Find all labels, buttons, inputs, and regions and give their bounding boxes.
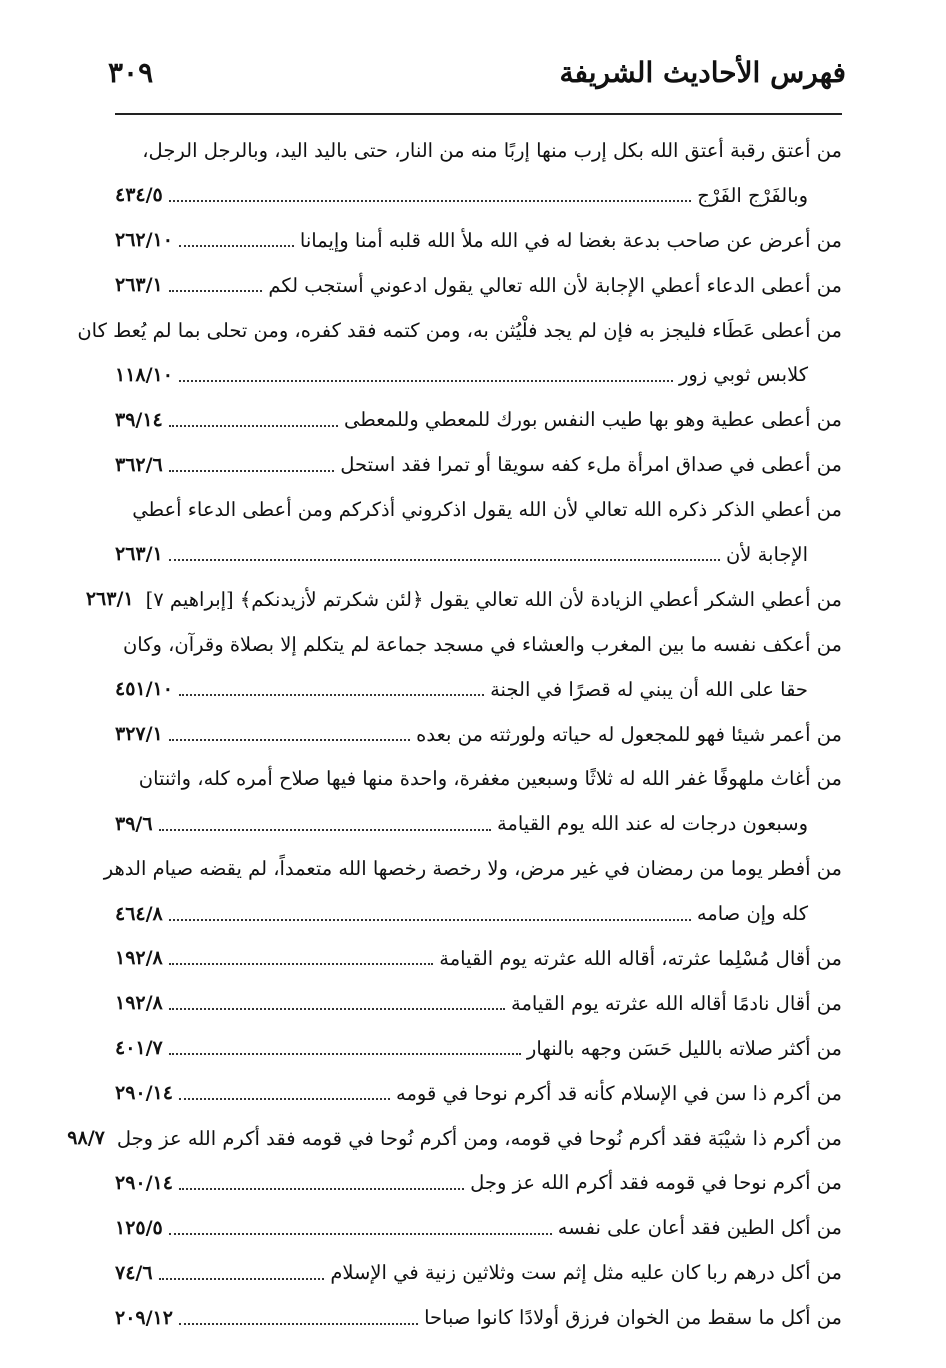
index-entry (115, 442, 842, 487)
volume-page-reference: ٢٦٣/١ (115, 543, 163, 566)
hadith-text: من أكل درهم ربا كان عليه مثل إثم ست وثلاثين زنية في الإسلام (330, 1261, 842, 1285)
dot-leader (169, 559, 720, 561)
volume-page-reference: ٤٠١/٧ (115, 1037, 163, 1060)
index-entry-continuation (115, 352, 842, 397)
index-entry (115, 1205, 842, 1250)
index-entry (67, 1116, 842, 1161)
dot-leader (169, 739, 410, 741)
volume-page-reference: ٢٩٠/١٤ (115, 1082, 173, 1105)
dot-leader (169, 425, 338, 427)
dot-leader (169, 1233, 552, 1235)
hadith-text: من أعطى الدعاء أعطي الإجابة لأن الله تعالي يقول ادعوني أستجب لكم (268, 273, 842, 297)
hadith-text: وبالفَرْج الفَرْج (697, 183, 808, 207)
hadith-text: من أعكف نفسه ما بين المغرب والعشاء في مسجد جماعة لم يتكلم إلا بصلاة وقرآن، وكان (122, 632, 842, 656)
volume-page-reference: ٢٦٣/١ (115, 274, 163, 297)
hadith-index-list (67, 128, 842, 1340)
dot-leader (169, 200, 692, 202)
hadith-text: من أعطى عَطَاء فليجز به فإن لم يجد فلْيُثن به، ومن كتمه فقد كفره، ومن تحلى بما لم يُعط كان (77, 318, 842, 342)
volume-page-reference: ٣٢٧/١ (115, 723, 163, 746)
hadith-text: حقا على الله أن يبني له قصرًا في الجنة (490, 677, 808, 701)
index-entry-continuation (115, 891, 842, 936)
hadith-text: وسبعون درجات له عند الله يوم القيامة (496, 812, 808, 836)
volume-page-reference: ٢٦٢/١٠ (115, 229, 173, 252)
volume-page-reference: ٣٩/٦ (115, 812, 153, 835)
volume-page-reference: ١١٨/١٠ (115, 363, 173, 386)
dot-leader (169, 470, 335, 472)
volume-page-reference: ٢٦٣/١ (85, 588, 134, 611)
index-entry (115, 756, 842, 801)
hadith-text: من أكثر صلاته بالليل حَسَن وجهه بالنهار (526, 1036, 842, 1060)
index-entry (115, 397, 842, 442)
volume-page-reference: ٣٩/١٤ (115, 408, 163, 431)
dot-leader (169, 1053, 521, 1055)
index-entry (115, 1160, 842, 1205)
page-number: ٣٠٩ (108, 56, 154, 89)
index-entry (77, 308, 842, 353)
dot-leader (179, 245, 294, 247)
hadith-text: من أقال نادمًا أقاله الله عثرته يوم القيامة (511, 991, 842, 1015)
dot-leader (159, 1278, 325, 1280)
index-entry-continuation (115, 801, 842, 846)
dot-leader (169, 963, 434, 965)
hadith-text: من أعرض عن صاحب بدعة بغضا له في الله ملأ الله قلبه أمنا وإيمانا (299, 228, 842, 252)
dot-leader (179, 380, 673, 382)
index-entry (115, 218, 842, 263)
dot-leader (179, 694, 484, 696)
index-entry-continuation (115, 173, 842, 218)
hadith-text: من أفطر يوما من رمضان في غير مرض، ولا رخصة رخصها الله متعمداً، لم يقضه صيام الدهر (103, 857, 842, 881)
index-entry (115, 263, 842, 308)
hadith-text: من أكرم نوحا في قومه فقد أكرم الله عز وجل (470, 1171, 842, 1195)
hadith-text: من أعطي الذكر ذكره الله تعالي لأن الله يقول اذكروني أذكركم ومن أعطى الدعاء أعطي (132, 498, 842, 522)
index-entry (115, 487, 842, 532)
index-entry (115, 981, 842, 1026)
hadith-text: من أقال مُسْلِما عثرته، أقاله الله عثرته يوم القيامة (439, 946, 842, 970)
hadith-text: من أكل الطين فقد أعان على نفسه (557, 1216, 842, 1240)
hadith-text: الإجابة لأن (725, 542, 808, 566)
index-entry (115, 712, 842, 757)
index-entry (115, 936, 842, 981)
hadith-text: من أعطى عطية وهو بها طيب النفس بورك للمعطي وللمعطى (343, 408, 842, 432)
index-entry (103, 846, 842, 891)
index-entry (115, 128, 842, 173)
hadith-text: كلابس ثوبي زور (678, 363, 808, 387)
dot-leader (169, 1008, 505, 1010)
index-entry-continuation (115, 667, 842, 712)
dot-leader (169, 919, 691, 921)
index-entry (115, 1026, 842, 1071)
hadith-text: من أكرم ذا سن في الإسلام كأنه قد أكرم نوحا في قومه (395, 1081, 842, 1105)
dot-leader (159, 829, 491, 831)
running-title: فهرس الأحاديث الشريفة (559, 56, 846, 89)
volume-page-reference: ٢٩٠/١٤ (115, 1171, 173, 1194)
volume-page-reference: ٢٠٩/١٢ (115, 1306, 173, 1329)
hadith-text: من أغاث ملهوفًا غفر الله له ثلاثًا وسبعين مغفرة، واحدة منها فيها صلاح أمره كله، واثنتان (138, 767, 842, 791)
dot-leader (169, 290, 263, 292)
hadith-text: كله وإن صامه (696, 902, 808, 926)
hadith-text: من أعمر شيئا فهو للمجعول له حياته ولورثته من بعده (416, 722, 842, 746)
hadith-text: من أعتق رقبة أعتق الله بكل إرب منها إربًا منه من النار، حتى باليد اليد، وبالرجل الرجل، (142, 138, 842, 162)
volume-page-reference: ١٩٢/٨ (115, 947, 163, 970)
volume-page-reference: ٧٤/٦ (115, 1261, 153, 1284)
dot-leader (179, 1188, 464, 1190)
hadith-text: من أعطي الشكر أعطي الزيادة لأن الله تعالي يقول ﴿لئن شكرتم لأزيدنكم﴾ [إبراهيم ٧] (145, 587, 842, 611)
index-entry (85, 577, 842, 622)
dot-leader (179, 1323, 418, 1325)
index-entry (115, 1071, 842, 1116)
volume-page-reference: ٤٥١/١٠ (115, 678, 173, 701)
hadith-text: من أعطى في صداق امرأة ملء كفه سويقا أو تمرا فقد استحل (340, 453, 842, 477)
volume-page-reference: ١٩٢/٨ (115, 992, 163, 1015)
index-entry (115, 1250, 842, 1295)
volume-page-reference: ٤٣٤/٥ (115, 184, 163, 207)
header-divider (115, 113, 842, 115)
volume-page-reference: ٩٨/٧ (67, 1127, 105, 1150)
volume-page-reference: ١٢٥/٥ (115, 1216, 163, 1239)
hadith-text: من أكرم ذا شيْبَة فقد أكرم نُوحا في قومه، ومن أكرم نُوحا في قومه فقد أكرم الله عز وجل (116, 1126, 842, 1150)
dot-leader (179, 1098, 390, 1100)
index-entry (115, 1295, 842, 1340)
index-entry-continuation (115, 532, 842, 577)
hadith-text: من أكل ما سقط من الخوان فرزق أولادًا كانوا صباحا (424, 1306, 842, 1330)
volume-page-reference: ٣٦٢/٦ (115, 453, 163, 476)
volume-page-reference: ٤٦٤/٨ (115, 902, 163, 925)
index-entry (115, 622, 842, 667)
